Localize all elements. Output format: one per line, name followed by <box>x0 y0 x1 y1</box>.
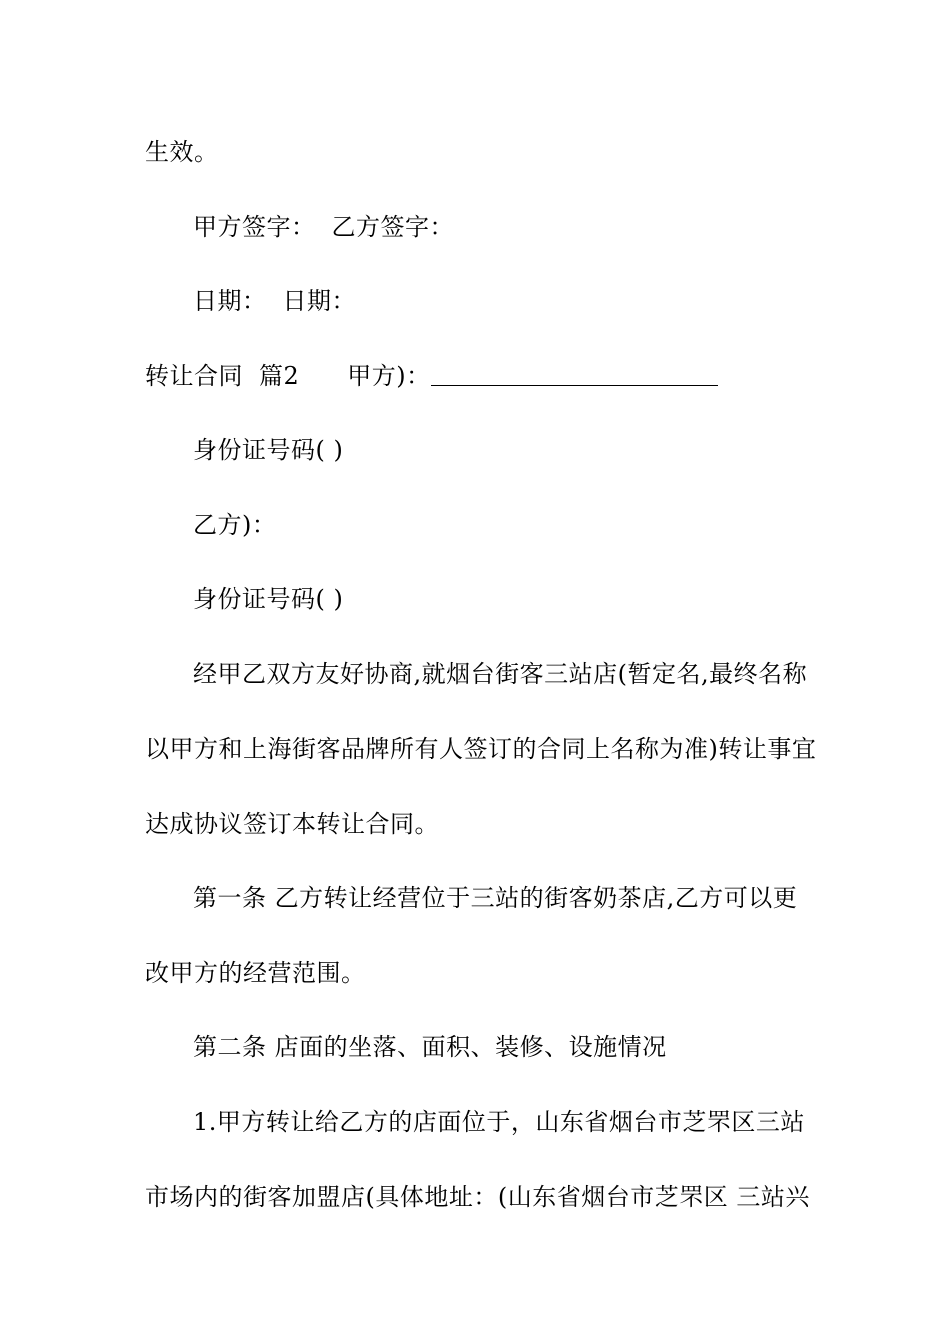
contract-title: 转让合同 <box>145 362 243 390</box>
text-line-1: 生效。 <box>145 138 219 166</box>
text-line-9: 改甲方的经营范围。 <box>145 959 366 987</box>
party-b-signature-label: 乙方签字： <box>331 213 454 241</box>
text-line-5: 经甲乙双方友好协商,就烟台街客三站店(暂定名,最终名称 <box>193 660 808 688</box>
text-line-7: 达成协议签订本转让合同。 <box>145 810 439 838</box>
section-header-line <box>145 361 845 391</box>
text-line-3: 乙方)： <box>193 511 277 539</box>
text-line-10: 第二条 店面的坐落、面积、装修、设施情况 <box>193 1033 667 1061</box>
date-label-a: 日期： <box>193 287 267 315</box>
text-line-12: 市场内的街客加盟店(具体地址：(山东省烟台市芝罘区 三站兴 <box>145 1183 810 1211</box>
party-a-signature-label: 甲方签字： <box>193 213 316 241</box>
text-line-4: 身份证号码( ) <box>193 585 344 613</box>
text-line-2: 身份证号码( ) <box>193 436 344 464</box>
party-a-blank-underline <box>431 363 718 386</box>
text-line-6: 以甲方和上海街客品牌所有人签订的合同上名称为准)转让事宜 <box>145 735 817 763</box>
text-line-11: 1.甲方转让给乙方的店面位于，山东省烟台市芝罘区三站 <box>193 1108 805 1136</box>
text-line-8: 第一条 乙方转让经营位于三站的街客奶茶店,乙方可以更 <box>193 884 798 912</box>
contract-part: 篇2 <box>259 362 300 390</box>
party-a-label: 甲方)： <box>347 362 431 390</box>
date-label-b: 日期： <box>282 287 356 315</box>
date-line <box>193 286 893 316</box>
signature-line <box>193 212 893 242</box>
